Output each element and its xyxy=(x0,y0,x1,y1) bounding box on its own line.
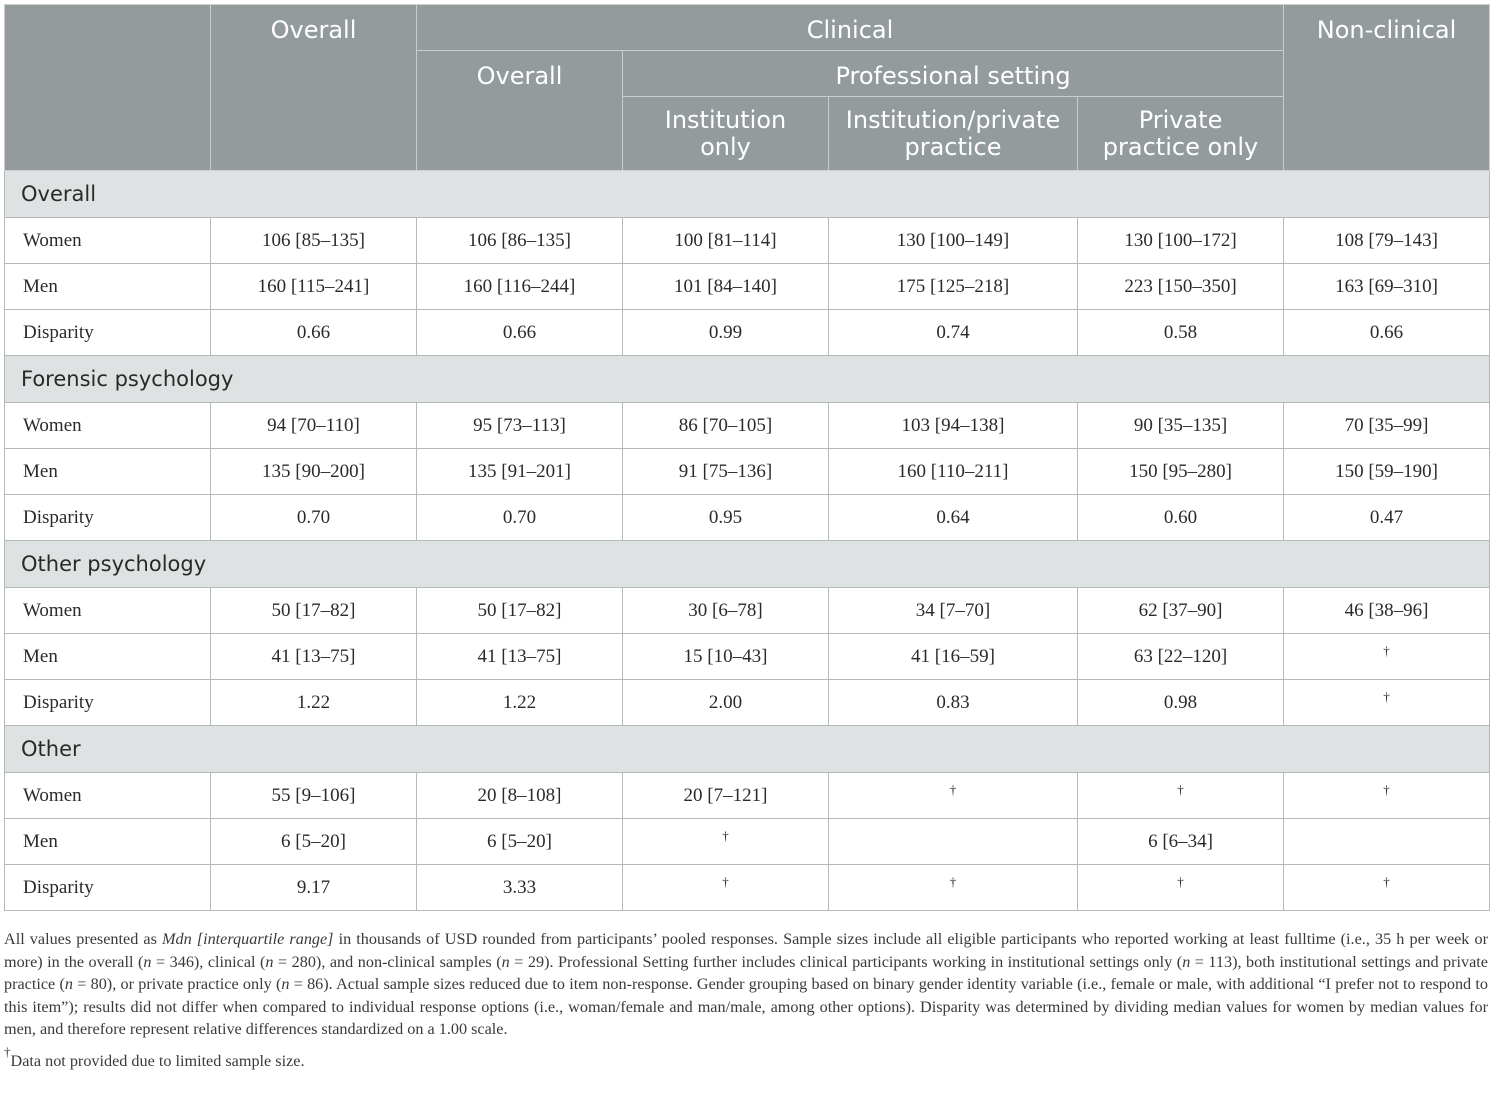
table-cell: 0.60 xyxy=(1078,495,1284,541)
row-label: Disparity xyxy=(5,310,211,356)
table-cell: 0.58 xyxy=(1078,310,1284,356)
table-row xyxy=(5,588,1490,634)
header-institution-only-line1: Institution xyxy=(664,106,787,134)
table-cell: 0.98 xyxy=(1078,680,1284,726)
table-row xyxy=(5,495,1490,541)
dagger-symbol: † xyxy=(4,1043,11,1059)
header-clinical: Clinical xyxy=(417,5,1284,51)
table-cell: 46 [38–96] xyxy=(1284,588,1490,634)
dagger-symbol: † xyxy=(1383,688,1390,704)
dagger-symbol: † xyxy=(1383,781,1390,797)
mdn-iqr-italic: Mdn [interquartile range] xyxy=(162,930,334,948)
table-cell: 1.22 xyxy=(417,680,623,726)
table-row xyxy=(5,449,1490,495)
dagger-symbol: † xyxy=(949,873,957,889)
table-cell: 63 [22–120] xyxy=(1078,634,1284,680)
table-cell xyxy=(829,819,1078,865)
row-label: Women xyxy=(5,773,211,819)
dagger-symbol: † xyxy=(1177,873,1184,889)
table-row xyxy=(5,264,1490,310)
table-row xyxy=(5,634,1490,680)
footnote-main: All values presented as Mdn [interquartile range] in thousands of USD rounded from participants’ pooled responses. Sample sizes include all eligible participants who reported working at least fulltime (i.e., 35 h per week or more) in the overall (n = 346), clinical (n = 280), and non-clinical samples (n = 29). Professional Setting further includes clinical participants working in institutional settings only (n = 113), both institutional settings and private practice (n = 80), or private practice only (n = 86). Actual sample sizes reduced due to item non-response. Gender grouping based on binary gender identity variable (i.e., female or male, with additional “I prefer not to respond to this item”); results did not differ when compared to individual response options (i.e., woman/female and man/male, among other options). Disparity was determined by dividing median values for women by median values for men, and therefore represent relative differences standardized on a 1.00 scale. xyxy=(4,930,1488,1038)
footnote-dagger: †Data not provided due to limited sample size. xyxy=(4,1043,305,1070)
table-cell: 90 [35–135] xyxy=(1078,403,1284,449)
table-cell: 0.70 xyxy=(417,495,623,541)
table-cell: 135 [90–200] xyxy=(211,449,417,495)
table-cell: 160 [110–211] xyxy=(829,449,1078,495)
table-cell xyxy=(829,865,1078,911)
row-label: Women xyxy=(5,403,211,449)
table-cell: 6 [5–20] xyxy=(417,819,623,865)
dagger-symbol: † xyxy=(1383,642,1390,658)
table-cell: 101 [84–140] xyxy=(623,264,829,310)
section-row xyxy=(5,541,1490,588)
table-cell: 6 [5–20] xyxy=(211,819,417,865)
row-label: Men xyxy=(5,634,211,680)
dagger-symbol: † xyxy=(722,873,729,889)
table-cell: 0.83 xyxy=(829,680,1078,726)
dagger-symbol: † xyxy=(722,827,729,843)
table-cell: 0.66 xyxy=(1284,310,1490,356)
table-cell: 0.70 xyxy=(211,495,417,541)
table-body xyxy=(5,171,1490,911)
table-row xyxy=(5,865,1490,911)
dagger-symbol: † xyxy=(1177,781,1184,797)
table-cell: 62 [37–90] xyxy=(1078,588,1284,634)
table-cell: 135 [91–201] xyxy=(417,449,623,495)
table-cell: 0.64 xyxy=(829,495,1078,541)
header-institution-private-practice xyxy=(829,97,1078,171)
table-cell: 130 [100–149] xyxy=(829,218,1078,264)
row-label: Disparity xyxy=(5,865,211,911)
table-row xyxy=(5,310,1490,356)
table-header xyxy=(5,5,1490,171)
table-cell: 20 [7–121] xyxy=(623,773,829,819)
header-institution-only-line2: only xyxy=(700,133,751,161)
table-cell: 91 [75–136] xyxy=(623,449,829,495)
table-cell: 106 [86–135] xyxy=(417,218,623,264)
table-cell: 0.95 xyxy=(623,495,829,541)
header-clinical-overall: Overall xyxy=(417,51,623,171)
table-cell: 130 [100–172] xyxy=(1078,218,1284,264)
table-cell: 70 [35–99] xyxy=(1284,403,1490,449)
table-cell: 175 [125–218] xyxy=(829,264,1078,310)
row-label: Men xyxy=(5,449,211,495)
header-inst-private-line1: Institution/private xyxy=(845,106,1061,134)
row-label: Men xyxy=(5,819,211,865)
section-row xyxy=(5,171,1490,218)
table-cell: 6 [6–34] xyxy=(1078,819,1284,865)
table-cell: 0.66 xyxy=(417,310,623,356)
section-title: Other psychology xyxy=(5,541,1490,588)
header-institution-only xyxy=(623,97,829,171)
section-title: Overall xyxy=(5,171,1490,218)
table-cell: 163 [69–310] xyxy=(1284,264,1490,310)
table-cell: 1.22 xyxy=(211,680,417,726)
table-container xyxy=(4,4,1489,911)
table-cell xyxy=(1284,680,1490,726)
table-row xyxy=(5,773,1490,819)
table-cell xyxy=(829,773,1078,819)
table-cell: 86 [70–105] xyxy=(623,403,829,449)
table-cell: 41 [13–75] xyxy=(211,634,417,680)
table-cell: 0.99 xyxy=(623,310,829,356)
table-cell: 34 [7–70] xyxy=(829,588,1078,634)
section-row xyxy=(5,726,1490,773)
table-cell: 160 [115–241] xyxy=(211,264,417,310)
table-cell xyxy=(1284,819,1490,865)
table-cell xyxy=(1284,773,1490,819)
table-cell: 106 [85–135] xyxy=(211,218,417,264)
table-cell: 103 [94–138] xyxy=(829,403,1078,449)
table-cell: 150 [59–190] xyxy=(1284,449,1490,495)
header-corner-cell xyxy=(5,5,211,171)
table-footnotes xyxy=(4,928,1488,1072)
table-cell: 50 [17–82] xyxy=(211,588,417,634)
header-private-only-line1: Private xyxy=(1138,106,1223,134)
table-cell xyxy=(623,865,829,911)
salary-table xyxy=(4,4,1490,911)
table-cell xyxy=(1078,865,1284,911)
table-cell: 100 [81–114] xyxy=(623,218,829,264)
table-cell: 2.00 xyxy=(623,680,829,726)
table-cell: 150 [95–280] xyxy=(1078,449,1284,495)
header-overall: Overall xyxy=(211,5,417,171)
table-cell xyxy=(1078,773,1284,819)
table-cell: 41 [13–75] xyxy=(417,634,623,680)
table-cell: 3.33 xyxy=(417,865,623,911)
table-cell: 30 [6–78] xyxy=(623,588,829,634)
table-cell: 95 [73–113] xyxy=(417,403,623,449)
row-label: Disparity xyxy=(5,680,211,726)
section-row xyxy=(5,356,1490,403)
table-cell: 41 [16–59] xyxy=(829,634,1078,680)
table-cell xyxy=(623,819,829,865)
header-inst-private-line2: practice xyxy=(904,133,1002,161)
table-cell: 9.17 xyxy=(211,865,417,911)
header-non-clinical: Non-clinical xyxy=(1284,5,1490,171)
table-row xyxy=(5,218,1490,264)
table-row xyxy=(5,403,1490,449)
table-cell: 223 [150–350] xyxy=(1078,264,1284,310)
row-label: Women xyxy=(5,588,211,634)
header-private-practice-only xyxy=(1078,97,1284,171)
row-label: Disparity xyxy=(5,495,211,541)
section-title: Forensic psychology xyxy=(5,356,1490,403)
dagger-symbol: † xyxy=(1383,873,1390,889)
row-label: Women xyxy=(5,218,211,264)
table-row xyxy=(5,680,1490,726)
table-cell xyxy=(1284,634,1490,680)
section-title: Other xyxy=(5,726,1490,773)
table-cell: 50 [17–82] xyxy=(417,588,623,634)
table-cell: 94 [70–110] xyxy=(211,403,417,449)
table-cell: 0.74 xyxy=(829,310,1078,356)
table-cell: 15 [10–43] xyxy=(623,634,829,680)
table-cell: 108 [79–143] xyxy=(1284,218,1490,264)
table-row xyxy=(5,819,1490,865)
header-private-only-line2: practice only xyxy=(1102,133,1259,161)
table-cell: 55 [9–106] xyxy=(211,773,417,819)
dagger-symbol: † xyxy=(949,781,957,797)
header-professional-setting: Professional setting xyxy=(623,51,1284,97)
table-cell xyxy=(1284,865,1490,911)
table-cell: 160 [116–244] xyxy=(417,264,623,310)
table-cell: 0.66 xyxy=(211,310,417,356)
table-cell: 20 [8–108] xyxy=(417,773,623,819)
row-label: Men xyxy=(5,264,211,310)
table-cell: 0.47 xyxy=(1284,495,1490,541)
